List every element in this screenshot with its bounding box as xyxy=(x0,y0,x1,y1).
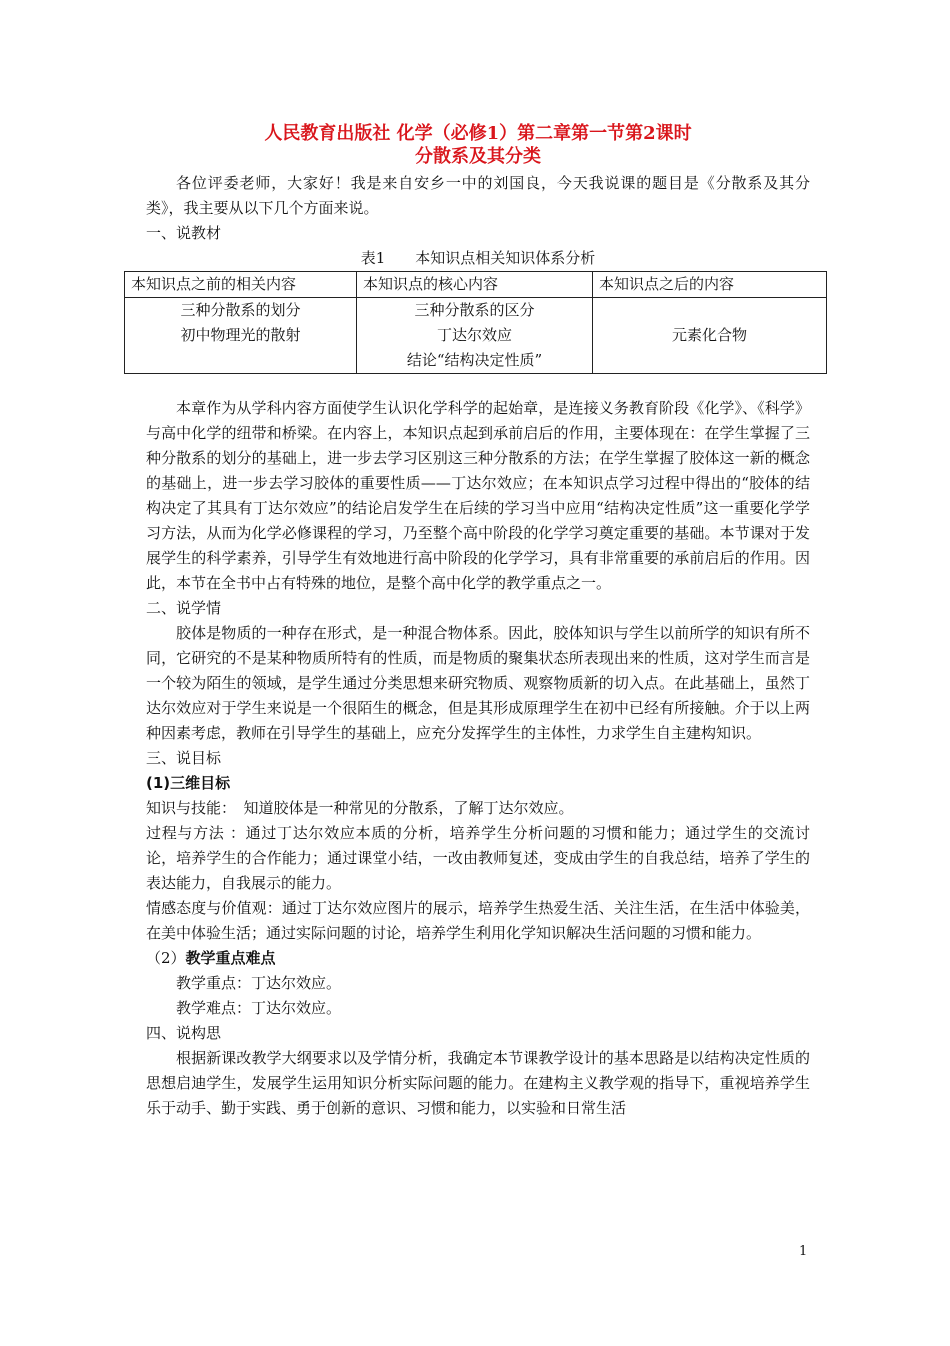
table-cell-after: 元素化合物 xyxy=(593,298,827,374)
table-header-cell: 本知识点之前的相关内容 xyxy=(125,272,357,298)
subheading-text: 教学重点难点 xyxy=(185,949,276,967)
cell-line: 三种分散系的划分 xyxy=(180,301,301,319)
table-cell-core xyxy=(357,298,593,374)
page-number: 1 xyxy=(799,1244,808,1259)
subheading-three-dimensional-goals: (1)三维目标 xyxy=(146,774,231,792)
cell-line: 结论“结构决定性质” xyxy=(406,351,543,369)
section-heading-goals: 三、说目标 xyxy=(146,749,222,767)
section-heading-students: 二、说学情 xyxy=(146,599,222,617)
goal-knowledge: 知识与技能： 知道胶体是一种常见的分散系，了解丁达尔效应。 xyxy=(146,799,574,817)
table-caption: 表1 本知识点相关知识体系分析 xyxy=(360,249,596,267)
title-line-1: 人民教育出版社 化学（必修1）第二章第一节第2课时 xyxy=(264,123,692,144)
goal-process: 过程与方法 ：通过丁达尔效应本质的分析，培养学生分析问题的习惯和能力；通过学生的交流讨论，培养学生的合作能力；通过课堂小结，一改由教师复述，变成由学生的自我总结，培养了学生的表达能力，自我展示的能力。 xyxy=(146,824,810,892)
table-header-cell: 本知识点的核心内容 xyxy=(357,272,593,298)
table-header-row xyxy=(125,272,827,298)
title-line-2: 分散系及其分类 xyxy=(415,146,541,167)
goal-emotion: 情感态度与价值观：通过丁达尔效应图片的展示，培养学生热爱生活、关注生活，在生活中体验美，在美中体验生活；通过实际问题的讨论，培养学生利用化学知识解决生活问题的习惯和能力。 xyxy=(146,899,810,942)
intro-paragraph: 各位评委老师，大家好！我是来自安乡一中的刘国良，今天我说课的题目是《分散系及其分类》，我主要从以下几个方面来说。 xyxy=(146,174,810,217)
table-header-cell: 本知识点之后的内容 xyxy=(593,272,827,298)
cell-line: 丁达尔效应 xyxy=(436,326,512,344)
knowledge-table xyxy=(124,271,827,374)
table-row xyxy=(125,298,827,374)
difficult-point: 教学难点：丁达尔效应。 xyxy=(176,999,342,1017)
cell-line: 三种分散系的区分 xyxy=(414,301,535,319)
paragraph-design: 根据新课改教学大纲要求以及学情分析，我确定本节课教学设计的基本思路是以结构决定性质的思想启迪学生，发展学生运用知识分析实际问题的能力。在建构主义教学观的指导下，重视培养学生乐于动手、勤于实践、勇于创新的意识、习惯和能力，以实验和日常生活 xyxy=(146,1049,810,1117)
section-heading-design: 四、说构思 xyxy=(146,1024,222,1042)
subheading-prefix: （2） xyxy=(146,949,186,967)
section-heading-textbook: 一、说教材 xyxy=(146,224,222,242)
key-point: 教学重点：丁达尔效应。 xyxy=(176,974,342,992)
table-cell-before xyxy=(125,298,357,374)
paragraph-students: 胶体是物质的一种存在形式，是一种混合物体系。因此，胶体知识与学生以前所学的知识有所不同，它研究的不是某种物质所特有的性质，而是物质的聚集状态所表现出来的性质，这对学生而言是一个较为陌生的领域，是学生通过分类思想来研究物质、观察物质新的切入点。在此基础上，虽然丁达尔效应对于学生来说是一个很陌生的概念，但是其形成原理学生在初中已经有所接触。介于以上两种因素考虑，教师在引导学生的基础上，应充分发挥学生的主体性，力求学生自主建构知识。 xyxy=(146,624,810,742)
subheading-key-points xyxy=(146,946,810,971)
cell-line: 初中物理光的散射 xyxy=(180,326,301,344)
paragraph-textbook: 本章作为从学科内容方面使学生认识化学科学的起始章，是连接义务教育阶段《化学》、《科学》与高中化学的纽带和桥梁。在内容上，本知识点起到承前启后的作用，主要体现在：在学生掌握了三种分散系的划分的基础上，进一步去学习区别这三种分散系的方法；在学生掌握了胶体这一新的概念的基础上，进一步去学习胶体的重要性质——丁达尔效应；在本知识点学习过程中得出的“胶体的结构决定了其具有丁达尔效应”的结论启发学生在后续的学习当中应用“结构决定性质”这一重要化学学习方法，从而为化学必修课程的学习，乃至整个高中阶段的化学学习奠定重要的基础。本节课对于发展学生的科学素养，引导学生有效地进行高中阶段的化学学习，具有非常重要的承前启后的作用。因此，本节在全书中占有特殊的地位，是整个高中化学的教学重点之一。 xyxy=(146,399,810,592)
document-body xyxy=(131,122,810,1121)
